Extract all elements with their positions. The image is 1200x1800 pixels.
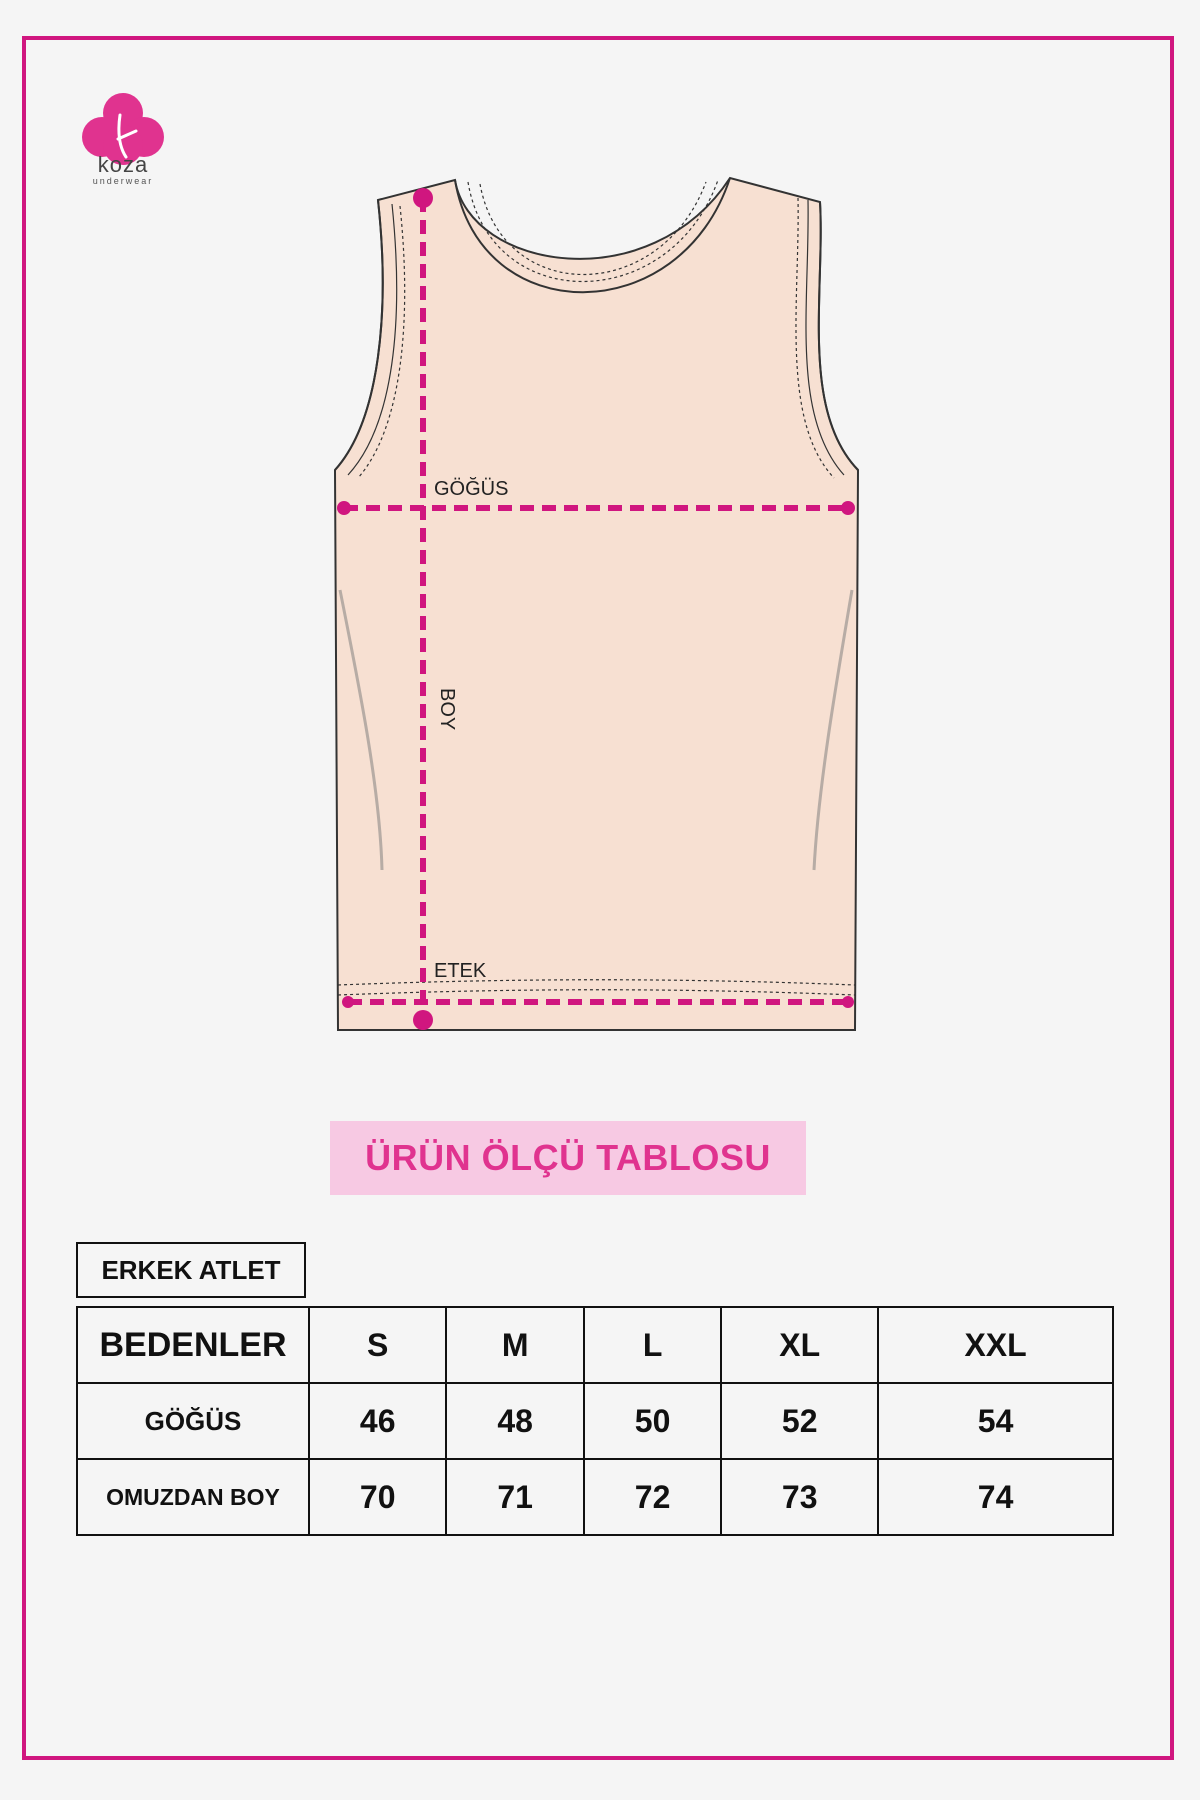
chest-label: GÖĞÜS [434,478,509,500]
row-label-chest: GÖĞÜS [77,1383,309,1459]
brand-tagline: underwear [92,176,154,186]
table-cell: 48 [446,1383,583,1459]
length-label: BOY [436,688,458,731]
tank-top-body [335,178,858,1030]
size-header: L [584,1307,721,1383]
table-cell: 73 [721,1459,878,1535]
table-cell: 71 [446,1459,583,1535]
size-table [76,1306,1114,1536]
size-header: XL [721,1307,878,1383]
table-cell: 46 [309,1383,446,1459]
section-label: ERKEK ATLET [76,1242,306,1298]
hem-label: ETEK [434,960,487,982]
size-chart-title-banner [330,1121,806,1195]
size-chart-title: ÜRÜN ÖLÇÜ TABLOSU [365,1137,771,1178]
tank-top-illustration [320,170,880,1040]
table-row [77,1459,1113,1535]
table-cell: 70 [309,1459,446,1535]
table-cell: 50 [584,1383,721,1459]
table-cell: 72 [584,1459,721,1535]
brand-name: koza [97,152,149,177]
table-row [77,1383,1113,1459]
header-label: BEDENLER [77,1307,309,1383]
table-cell: 74 [878,1459,1113,1535]
table-cell: 52 [721,1383,878,1459]
table-cell: 54 [878,1383,1113,1459]
table-header-row [77,1307,1113,1383]
size-header: S [309,1307,446,1383]
row-label-length: OMUZDAN BOY [77,1459,309,1535]
size-header: XXL [878,1307,1113,1383]
size-header: M [446,1307,583,1383]
